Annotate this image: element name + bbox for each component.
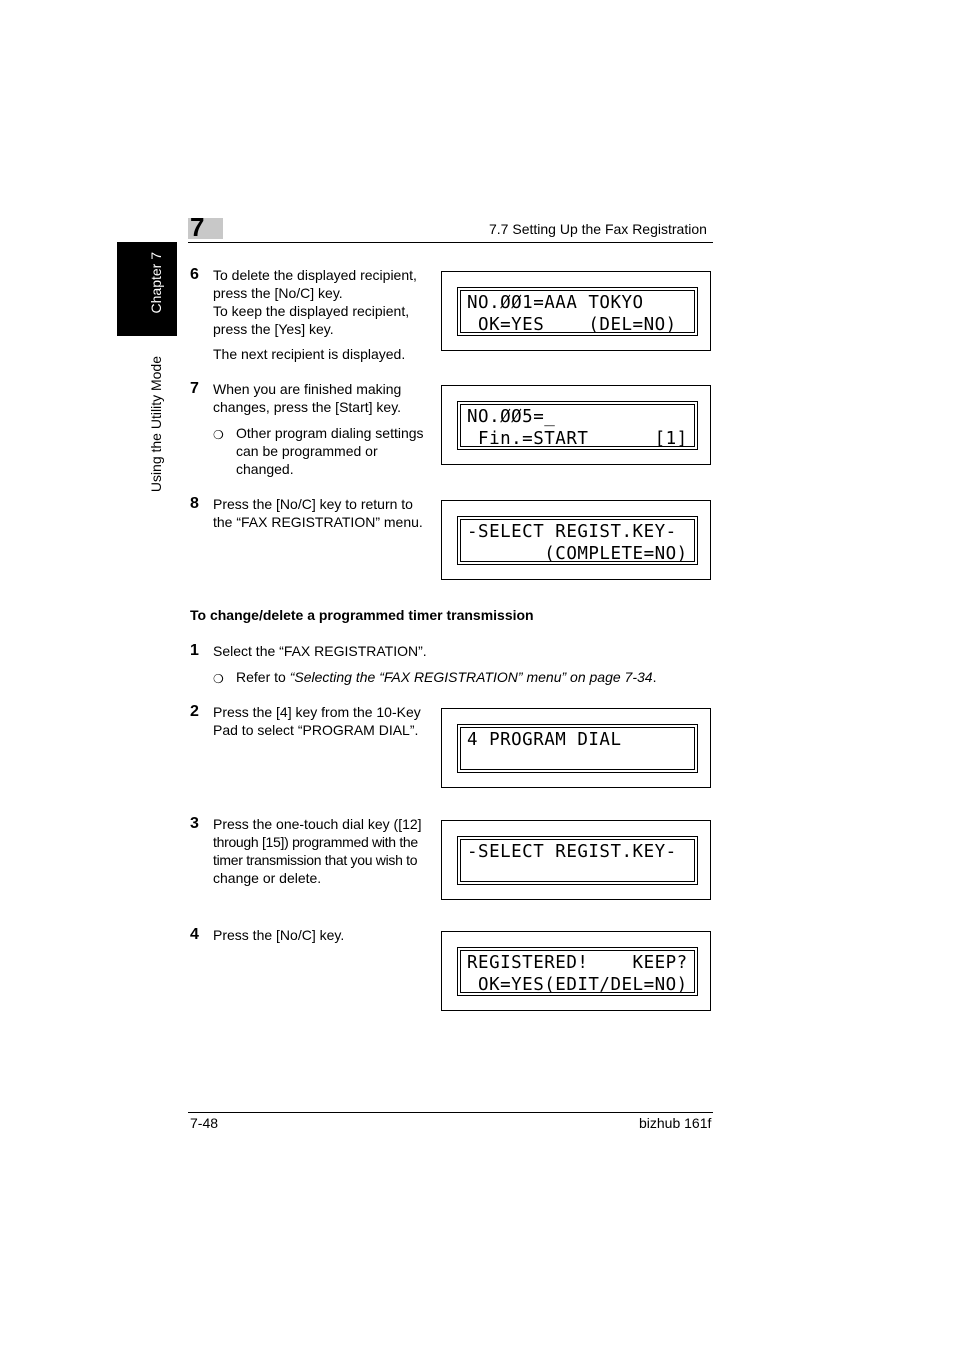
lcd-display — [441, 385, 711, 465]
step-number: 7 — [190, 380, 199, 397]
step-line: press the [Yes] key. — [213, 321, 334, 337]
step-text — [213, 703, 421, 739]
chapter-tab-label: Chapter 7 — [148, 252, 164, 314]
step-number: 8 — [190, 495, 199, 512]
step-line: press the [No/C] key. — [213, 285, 343, 301]
step-text — [213, 266, 417, 338]
lcd-line-1: REGISTERED! KEEP? — [467, 953, 688, 973]
step-line: Press the [No/C] key to return to — [213, 496, 413, 512]
lcd-display — [441, 931, 711, 1011]
step-number: 3 — [190, 815, 199, 832]
lcd-screen — [460, 727, 695, 770]
step-text — [213, 495, 423, 531]
bullet-line: Other program dialing settings — [236, 425, 424, 441]
product-name: bizhub 161f — [639, 1115, 712, 1131]
lcd-display — [441, 271, 711, 351]
step-number: 1 — [190, 642, 199, 659]
lcd-frame — [457, 947, 698, 996]
section-heading: To change/delete a programmed timer transmission — [190, 607, 534, 623]
bullet-text — [236, 668, 656, 686]
lcd-screen — [460, 950, 695, 993]
chapter-number: 7 — [190, 212, 205, 242]
step-line: change or delete. — [213, 870, 322, 886]
lcd-frame — [457, 516, 698, 565]
lcd-frame — [457, 287, 698, 336]
step-line: To keep the displayed recipient, — [213, 303, 410, 319]
step-line: Pad to select “PROGRAM DIAL”. — [213, 722, 419, 738]
step-line: changes, press the [Start] key. — [213, 399, 402, 415]
page-number: 7-48 — [190, 1115, 219, 1131]
bullet-line: changed. — [236, 461, 294, 477]
lcd-line-1: 4 PROGRAM DIAL — [467, 730, 622, 750]
footer-divider — [188, 1112, 713, 1113]
lcd-screen — [460, 290, 695, 333]
step-line: the “FAX REGISTRATION” menu. — [213, 514, 423, 530]
chapter-tab — [117, 242, 177, 336]
lcd-display — [441, 708, 711, 788]
mode-side-label: Using the Utility Mode — [148, 356, 164, 493]
step-line: timer transmission that you wish to — [213, 852, 418, 868]
lcd-screen — [460, 519, 695, 562]
lcd-line-1: -SELECT REGIST.KEY- — [467, 842, 677, 862]
lcd-frame — [457, 724, 698, 773]
lcd-line-1: -SELECT REGIST.KEY- — [467, 522, 677, 542]
step-line: Press the [No/C] key. — [213, 927, 345, 943]
lcd-frame — [457, 401, 698, 450]
bullet-icon: ❍ — [213, 672, 224, 686]
bullet-icon: ❍ — [213, 428, 224, 442]
step-line: Press the one-touch dial key ([12] — [213, 816, 422, 832]
lcd-line-2: OK=YES(EDIT/DEL=NO) — [467, 975, 688, 995]
bullet-suffix: . — [652, 669, 657, 685]
lcd-line-2: Fin.=START [1] — [467, 429, 688, 449]
step-number: 6 — [190, 266, 199, 283]
lcd-line-1: NO.ØØ5=_ — [467, 407, 556, 427]
step-note: The next recipient is displayed. — [213, 346, 406, 362]
step-text — [213, 815, 422, 887]
header-divider — [188, 242, 713, 243]
step-text — [213, 380, 401, 416]
lcd-frame — [457, 836, 698, 885]
bullet-prefix: Refer to — [236, 669, 290, 685]
step-line: Select the “FAX REGISTRATION”. — [213, 643, 427, 659]
lcd-display — [441, 500, 711, 580]
lcd-screen — [460, 839, 695, 882]
lcd-line-2: OK=YES (DEL=NO) — [467, 315, 677, 335]
bullet-text — [236, 424, 424, 478]
step-line: To delete the displayed recipient, — [213, 267, 417, 283]
lcd-screen — [460, 404, 695, 447]
step-line: Press the [4] key from the 10-Key — [213, 704, 421, 720]
step-line: through [15]) programmed with the — [213, 834, 418, 850]
lcd-line-2: (COMPLETE=NO) — [467, 544, 688, 564]
lcd-line-1: NO.ØØ1=AAA TOKYO — [467, 293, 644, 313]
bullet-line: can be programmed or — [236, 443, 378, 459]
step-line: When you are finished making — [213, 381, 402, 397]
step-number: 2 — [190, 703, 199, 720]
step-number: 4 — [190, 926, 199, 943]
section-title: 7.7 Setting Up the Fax Registration — [489, 221, 707, 237]
page-reference-link[interactable]: “Selecting the “FAX REGISTRATION” menu” on page 7-34 — [289, 669, 653, 685]
lcd-display — [441, 820, 711, 900]
